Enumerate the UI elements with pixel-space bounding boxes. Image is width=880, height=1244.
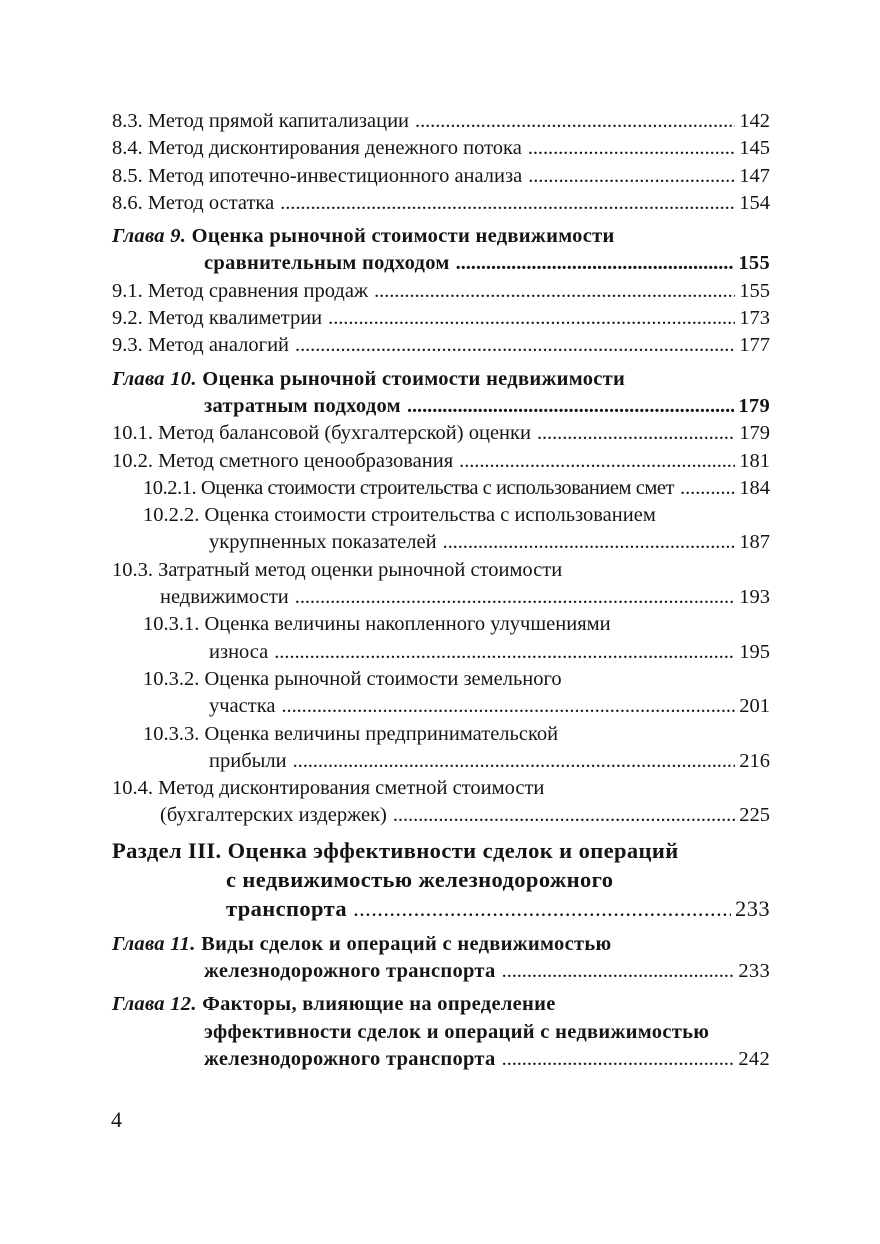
toc-entry-page: 179 (738, 394, 770, 417)
dot-leader (502, 958, 735, 985)
dot-leader (295, 332, 735, 359)
chapter-heading (112, 931, 770, 958)
toc-entry (112, 332, 770, 359)
chapter-heading-continuation (112, 1019, 770, 1046)
toc-entry-title: 9.3. Метод аналогий (112, 334, 290, 357)
toc-entry-continuation (112, 529, 770, 556)
toc-entry (112, 420, 770, 447)
toc-entry (112, 666, 770, 693)
chapter-heading-continuation (112, 958, 770, 985)
toc-entry-title: (бухгалтерских издержек) (160, 804, 387, 827)
toc-entry-page: 242 (738, 1047, 770, 1070)
dot-leader (328, 305, 735, 332)
dot-leader (528, 135, 735, 162)
chapter-title: Факторы, влияющие на определение (202, 993, 556, 1016)
dot-leader (456, 250, 735, 277)
toc-entry-title: 10.3.3. Оценка величины предпринимательской (143, 722, 559, 745)
chapter-title: железнодорожного транспорта (204, 1047, 496, 1070)
toc-entry-continuation (112, 639, 770, 666)
chapter-heading (112, 366, 770, 393)
toc-entry-title: 10.1. Метод балансовой (бухгалтерской) оценки (112, 422, 531, 445)
toc-entry-continuation (112, 584, 770, 611)
toc-entry-title: 10.3. Затратный метод оценки рыночной стоимости (112, 558, 563, 581)
toc-entry-page: 177 (739, 334, 770, 357)
toc-entry (112, 775, 770, 802)
dot-leader (407, 393, 734, 420)
toc-entry-title: 10.4. Метод дисконтирования сметной стоимости (112, 777, 545, 800)
dot-leader (353, 894, 731, 923)
toc-entry (112, 475, 770, 502)
toc-entry (112, 305, 770, 332)
dot-leader (459, 448, 735, 475)
dot-leader (528, 163, 735, 190)
toc-entry-page: 195 (739, 640, 770, 663)
toc-entry-page: 154 (739, 191, 770, 214)
toc-entry-title: 9.2. Метод квалиметрии (112, 307, 323, 330)
toc-entry (112, 278, 770, 305)
toc-entry (112, 557, 770, 584)
chapter-title: Виды сделок и операций с недвижимостью (201, 932, 612, 955)
chapter-title: Оценка рыночной стоимости недвижимости (191, 225, 615, 248)
toc-entry-title: 8.6. Метод остатка (112, 191, 275, 214)
page-number: 4 (111, 1107, 122, 1132)
dot-leader (502, 1046, 735, 1073)
chapter-title: железнодорожного транспорта (204, 960, 496, 983)
chapter-label: Глава 9. (112, 225, 187, 248)
toc-entry-title: прибыли (209, 749, 287, 772)
toc-entry-page: 155 (739, 279, 770, 302)
toc-entry-page: 233 (738, 960, 770, 983)
toc-entry-title: 10.3.2. Оценка рыночной стоимости земельного (143, 667, 562, 690)
toc-entry-title: недвижимости (160, 586, 289, 609)
section-heading-continuation (112, 894, 770, 923)
section-title: с недвижимостью железнодорожного (226, 866, 614, 892)
section-title: Раздел III. Оценка эффективности сделок и операций (112, 837, 679, 863)
toc-entry-page: 225 (739, 804, 770, 827)
chapter-title: затратным подходом (204, 394, 401, 417)
toc-entry (112, 721, 770, 748)
toc-entry-page: 173 (739, 307, 770, 330)
toc-entry-page: 179 (739, 422, 770, 445)
section-heading (112, 836, 770, 865)
toc-entry-page: 201 (739, 695, 770, 718)
dot-leader (280, 190, 735, 217)
dot-leader (415, 108, 735, 135)
toc-entry-continuation (112, 748, 770, 775)
toc-entry (112, 611, 770, 638)
toc-entry (112, 502, 770, 529)
chapter-title: Оценка рыночной стоимости недвижимости (202, 367, 626, 390)
toc-entry-title: 8.4. Метод дисконтирования денежного потока (112, 137, 522, 160)
dot-leader (295, 584, 735, 611)
chapter-title: эффективности сделок и операций с недвижимостью (204, 1020, 710, 1043)
toc-entry-page: 181 (739, 449, 770, 472)
toc-entry-title: 8.3. Метод прямой капитализации (112, 110, 410, 132)
dot-leader (274, 639, 735, 666)
section-title: транспорта (226, 895, 348, 921)
chapter-heading-continuation (112, 393, 770, 420)
chapter-title: сравнительным подходом (204, 252, 450, 275)
dot-leader (293, 748, 736, 775)
toc-entry-page: 184 (739, 476, 770, 499)
toc-entry (112, 108, 770, 135)
section-heading-continuation (112, 865, 770, 894)
toc-entry (112, 163, 770, 190)
toc-entry-title: 9.1. Метод сравнения продаж (112, 279, 369, 302)
toc-entry-page: 142 (739, 110, 770, 132)
toc-entry-continuation (112, 802, 770, 829)
dot-leader (537, 420, 735, 447)
toc-entry-page: 155 (738, 252, 770, 275)
dot-leader (281, 693, 735, 720)
toc-entry-title: 10.2.1. Оценка стоимости строительства с использованием смет (143, 476, 675, 499)
chapter-heading-continuation (112, 250, 770, 277)
toc-entry-page: 193 (739, 586, 770, 609)
dot-leader (374, 278, 735, 305)
toc-entry-title: износа (209, 640, 269, 663)
chapter-label: Глава 12. (112, 993, 197, 1016)
toc-entry-title: укрупненных показателей (209, 531, 437, 554)
toc-entry (112, 448, 770, 475)
toc-entry-title: 10.2.2. Оценка стоимости строительства с использованием (143, 504, 656, 527)
toc-entry-page: 216 (739, 749, 770, 772)
table-of-contents (112, 108, 770, 1073)
toc-entry-page: 187 (739, 531, 770, 554)
toc-entry (112, 135, 770, 162)
toc-entry (112, 190, 770, 217)
toc-entry-page: 233 (735, 895, 770, 921)
toc-entry-continuation (112, 693, 770, 720)
chapter-heading (112, 223, 770, 250)
toc-entry-title: участка (209, 695, 276, 718)
dot-leader (680, 475, 735, 502)
toc-entry-page: 145 (739, 137, 770, 160)
toc-entry-title: 10.2. Метод сметного ценообразования (112, 449, 454, 472)
chapter-heading (112, 991, 770, 1018)
chapter-label: Глава 10. (112, 367, 197, 390)
dot-leader (393, 802, 735, 829)
toc-entry-title: 8.5. Метод ипотечно-инвестиционного анализа (112, 164, 523, 187)
toc-entry-title: 10.3.1. Оценка величины накопленного улучшениями (143, 613, 611, 636)
toc-entry-page: 147 (739, 164, 770, 187)
dot-leader (443, 529, 736, 556)
chapter-label: Глава 11. (112, 932, 196, 955)
chapter-heading-continuation (112, 1046, 770, 1073)
